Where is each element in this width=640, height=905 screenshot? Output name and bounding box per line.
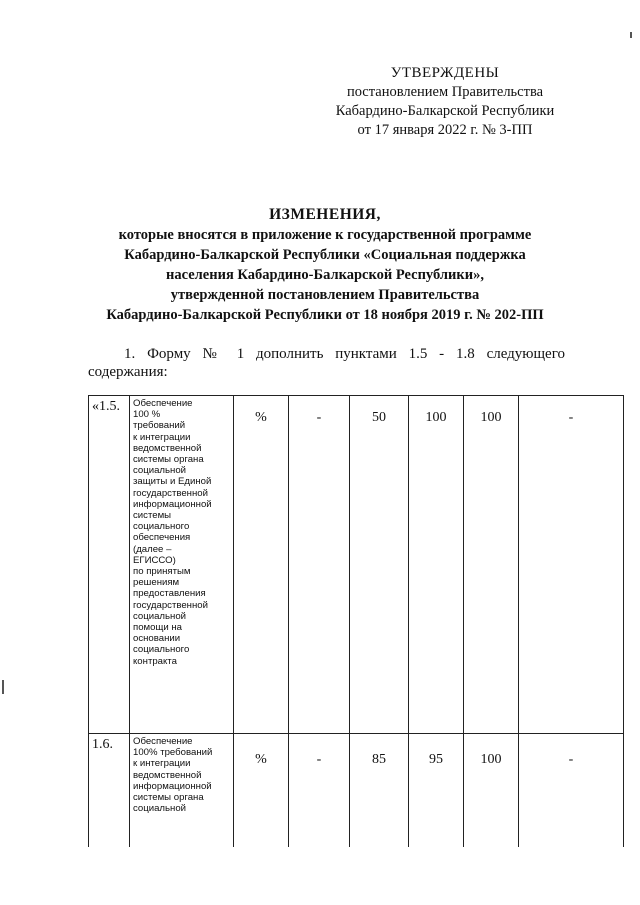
table-row: [89, 734, 624, 848]
paragraph-line: 1. Форму № 1 дополнить пунктами 1.5 - 1.8 следующего: [124, 346, 565, 362]
value-cell: 85: [350, 734, 409, 848]
title-line: которые вносятся в приложение к государственной программе: [118, 227, 532, 243]
approval-block: [300, 64, 590, 140]
approval-heading: УТВЕРЖДЕНЫ: [390, 65, 500, 81]
indicator-description: Обеспечение 100% требований к интеграции ведомственной информационной системы органа социальной: [130, 734, 234, 848]
paragraph-line: содержания:: [88, 364, 168, 380]
value-cell: 100: [464, 734, 519, 848]
title-line: населения Кабардино-Балкарской Республики»,: [166, 267, 484, 283]
value-cell: -: [519, 396, 624, 734]
document-title-block: [60, 205, 590, 325]
document-title: ИЗМЕНЕНИЯ,: [269, 206, 381, 223]
title-line: Кабардино-Балкарской Республики от 18 ноября 2019 г. № 202-ПП: [106, 307, 544, 323]
value-cell: 95: [409, 734, 464, 848]
scan-margin-mark: [2, 680, 4, 694]
scan-margin-mark: [630, 32, 632, 38]
approval-line: постановлением Правительства: [346, 84, 544, 100]
table-row: [89, 396, 624, 734]
unit-cell: %: [234, 396, 289, 734]
title-line: утвержденной постановлением Правительства: [170, 287, 480, 303]
value-cell: 100: [464, 396, 519, 734]
indicator-description: Обеспечение 100 % требований к интеграции ведомственной системы органа социальной защиты и Единой государственной информационной системы социального обеспечения (далее – ЕГИССО) по принятым решениям предоставления государственной социальной помощи на основании социального контракта: [130, 396, 234, 734]
value-cell: 100: [409, 396, 464, 734]
unit-cell: %: [234, 734, 289, 848]
value-cell: 50: [350, 396, 409, 734]
row-number: «1.5.: [89, 396, 130, 734]
indicators-table: [88, 395, 624, 847]
value-cell: -: [519, 734, 624, 848]
paragraph: [88, 345, 565, 381]
row-number: 1.6.: [89, 734, 130, 848]
title-line: Кабардино-Балкарской Республики «Социальная поддержка: [124, 247, 526, 263]
approval-line: от 17 января 2022 г. № 3-ПП: [357, 122, 533, 138]
value-cell: -: [289, 734, 350, 848]
value-cell: -: [289, 396, 350, 734]
approval-line: Кабардино-Балкарской Республики: [335, 103, 555, 119]
